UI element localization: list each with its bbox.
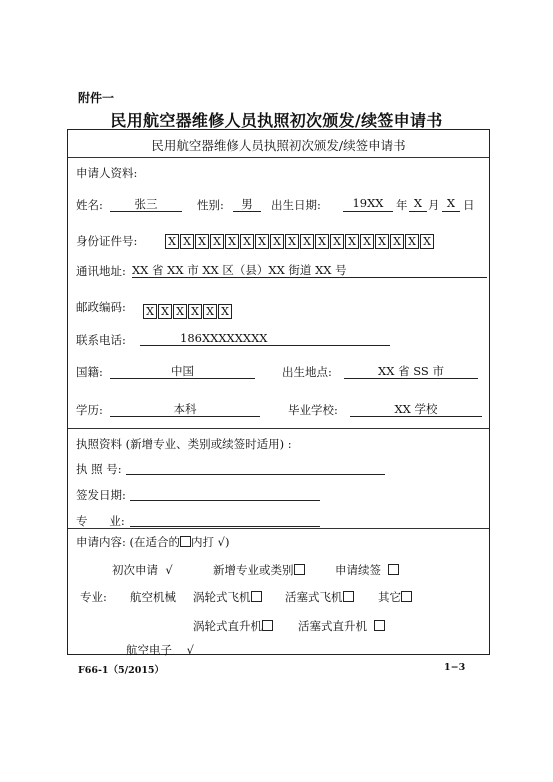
turbine-helicopter-option[interactable]: 涡轮式直升机 xyxy=(193,618,273,634)
other-option[interactable]: 其它 xyxy=(378,589,412,605)
school-label: 毕业学校: xyxy=(288,403,338,417)
checkbox-icon[interactable] xyxy=(251,591,262,602)
id-digit-cell[interactable]: X xyxy=(270,234,284,249)
phone-field[interactable]: 186XXXXXXXX xyxy=(140,331,390,346)
id-digit-cell[interactable]: X xyxy=(420,234,434,249)
application-form xyxy=(67,129,490,655)
gender-field[interactable]: 男 xyxy=(233,196,261,212)
id-digit-cell[interactable]: X xyxy=(195,234,209,249)
check-mark-icon: √ xyxy=(186,643,194,657)
id-number-boxes[interactable] xyxy=(165,234,435,249)
check-mark-icon: √ xyxy=(165,563,173,577)
piston-helicopter-option[interactable]: 活塞式直升机 xyxy=(298,618,385,634)
postcode-label: 邮政编码: xyxy=(76,300,126,314)
dob-month-field[interactable]: X xyxy=(409,196,427,212)
checkbox-icon xyxy=(180,536,191,547)
piston-aircraft-option[interactable]: 活塞式飞机 xyxy=(285,589,354,605)
issue-date-label: 签发日期: xyxy=(76,488,126,502)
id-digit-cell[interactable]: X xyxy=(240,234,254,249)
education-label: 学历: xyxy=(76,403,103,417)
id-digit-cell[interactable]: X xyxy=(225,234,239,249)
checkbox-icon[interactable] xyxy=(388,564,399,575)
airframe-option: 航空机械 xyxy=(130,590,176,604)
avionics-option[interactable]: 航空电子 √ xyxy=(126,643,194,657)
phone-label: 联系电话: xyxy=(76,333,126,347)
id-digit-cell[interactable]: X xyxy=(165,234,179,249)
id-digit-cell[interactable]: X xyxy=(255,234,269,249)
id-digit-cell[interactable]: X xyxy=(300,234,314,249)
id-digit-cell[interactable]: X xyxy=(330,234,344,249)
address-field[interactable]: XX 省 XX 市 XX 区（县）XX 街道 XX 号 xyxy=(132,262,487,278)
id-digit-cell[interactable]: X xyxy=(285,234,299,249)
id-digit-cell[interactable]: X xyxy=(375,234,389,249)
divider xyxy=(68,157,489,158)
name-field[interactable]: 张三 xyxy=(110,196,182,212)
birthplace-label: 出生地点: xyxy=(282,365,332,379)
postcode-boxes[interactable] xyxy=(143,304,233,319)
license-section-label: 执照资料 (新增专业、类别或续签时适用) : xyxy=(76,437,292,451)
license-number-field[interactable] xyxy=(126,459,385,475)
page-number: 1−3 xyxy=(444,662,466,673)
dob-label: 出生日期: xyxy=(271,198,321,212)
postcode-digit-cell[interactable]: X xyxy=(218,304,232,319)
license-major-field[interactable] xyxy=(130,511,320,527)
dob-day-field[interactable]: X xyxy=(442,196,460,212)
issue-date-field[interactable] xyxy=(130,485,320,501)
initial-application-option[interactable]: 初次申请 √ xyxy=(112,563,173,577)
turbine-aircraft-option[interactable]: 涡轮式飞机 xyxy=(193,589,262,605)
checkbox-icon[interactable] xyxy=(294,564,305,575)
form-title: 民用航空器维修人员执照初次颁发/续签申请书 xyxy=(151,138,406,153)
postcode-digit-cell[interactable]: X xyxy=(143,304,157,319)
month-label: 月 xyxy=(428,198,440,212)
education-field[interactable]: 本科 xyxy=(110,401,260,417)
divider xyxy=(68,528,489,529)
id-label: 身份证件号: xyxy=(76,234,138,248)
postcode-digit-cell[interactable]: X xyxy=(158,304,172,319)
license-number-label: 执 照 号: xyxy=(76,462,122,476)
attachment-label: 附件一 xyxy=(78,91,115,105)
id-digit-cell[interactable]: X xyxy=(180,234,194,249)
id-digit-cell[interactable]: X xyxy=(345,234,359,249)
id-digit-cell[interactable]: X xyxy=(210,234,224,249)
new-major-option[interactable]: 新增专业或类别 xyxy=(213,562,305,578)
checkbox-icon[interactable] xyxy=(262,620,273,631)
form-code: F66-1（5/2015） xyxy=(78,665,165,676)
gender-label: 性别: xyxy=(197,198,224,212)
applicant-section-label: 申请人资料: xyxy=(76,166,138,180)
id-digit-cell[interactable]: X xyxy=(405,234,419,249)
divider xyxy=(68,428,489,429)
license-major-label: 专 业: xyxy=(76,514,125,528)
application-section-label: 申请内容: (在适合的 内打 √) xyxy=(76,535,230,549)
postcode-digit-cell[interactable]: X xyxy=(203,304,217,319)
dob-year-field[interactable]: 19XX xyxy=(343,196,393,212)
checkbox-icon[interactable] xyxy=(374,620,385,631)
address-label: 通讯地址: xyxy=(76,264,126,278)
nationality-label: 国籍: xyxy=(76,365,103,379)
birthplace-field[interactable]: XX 省 SS 市 xyxy=(344,363,478,379)
day-label: 日 xyxy=(463,198,475,212)
id-digit-cell[interactable]: X xyxy=(315,234,329,249)
year-label: 年 xyxy=(396,198,408,212)
school-field[interactable]: XX 学校 xyxy=(350,401,482,417)
checkbox-icon[interactable] xyxy=(343,591,354,602)
id-digit-cell[interactable]: X xyxy=(390,234,404,249)
postcode-digit-cell[interactable]: X xyxy=(188,304,202,319)
nationality-field[interactable]: 中国 xyxy=(110,363,255,379)
postcode-digit-cell[interactable]: X xyxy=(173,304,187,319)
page-title: 民用航空器维修人员执照初次颁发/续签申请书 xyxy=(110,111,443,130)
checkbox-icon[interactable] xyxy=(401,591,412,602)
name-label: 姓名: xyxy=(76,198,103,212)
id-digit-cell[interactable]: X xyxy=(360,234,374,249)
renew-option[interactable]: 申请续签 xyxy=(335,562,399,578)
application-major-label: 专业: xyxy=(80,590,107,604)
